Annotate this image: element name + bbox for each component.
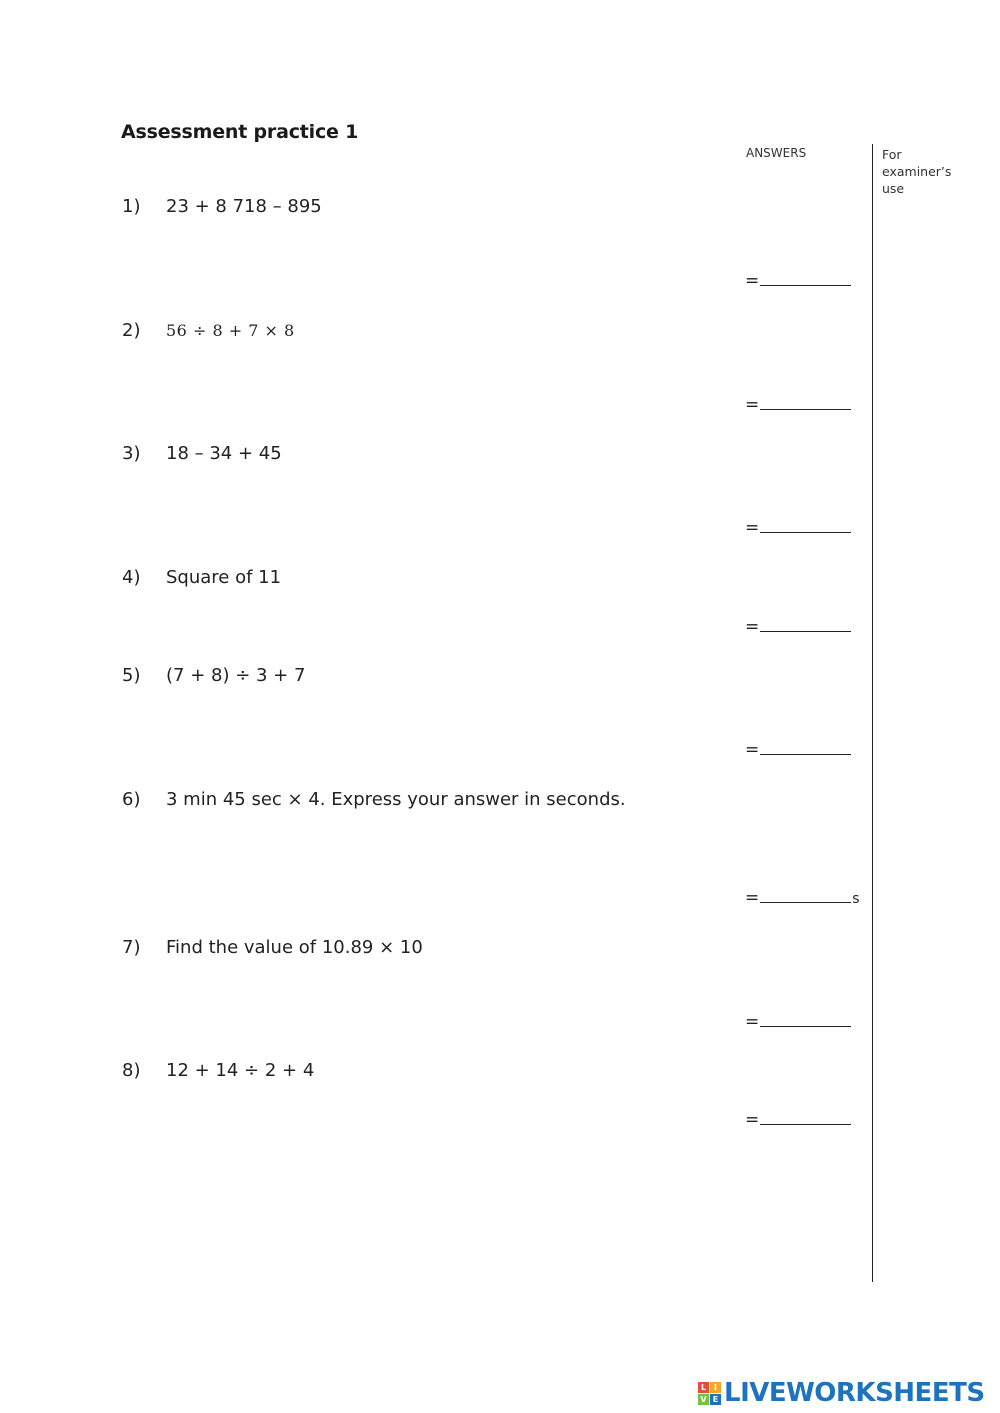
answer-6 — [745, 888, 860, 908]
worksheet-title: Assessment practice 1 — [121, 121, 359, 143]
answer-blank-1[interactable] — [760, 271, 851, 286]
equals-sign: = — [745, 1012, 760, 1032]
question-number: 3) — [122, 443, 141, 464]
answer-3 — [745, 518, 851, 538]
equals-sign: = — [745, 888, 760, 908]
question-text: 3 min 45 sec × 4. Express your answer in seconds. — [166, 789, 626, 810]
answers-column-header: ANSWERS — [746, 146, 807, 160]
question-2 — [122, 320, 295, 341]
question-number: 4) — [122, 567, 141, 588]
question-number: 1) — [122, 196, 141, 217]
question-number: 7) — [122, 937, 141, 958]
logo-text: LIVEWORKSHEETS — [724, 1378, 985, 1408]
question-number: 8) — [122, 1060, 141, 1081]
liveworksheets-logo — [698, 1378, 985, 1408]
equals-sign: = — [745, 518, 760, 538]
answer-blank-4[interactable] — [760, 617, 851, 632]
answer-blank-2[interactable] — [760, 395, 851, 410]
question-text: 12 + 14 ÷ 2 + 4 — [166, 1060, 315, 1081]
question-text: 18 – 34 + 45 — [166, 443, 282, 464]
question-8 — [122, 1060, 314, 1081]
answer-blank-3[interactable] — [760, 518, 851, 533]
question-7 — [122, 937, 423, 958]
answer-5 — [745, 740, 851, 760]
logo-badge-letter: E — [710, 1394, 721, 1405]
answer-8 — [745, 1110, 851, 1130]
question-4 — [122, 567, 281, 588]
equals-sign: = — [745, 1110, 760, 1130]
answer-blank-5[interactable] — [760, 740, 851, 755]
logo-badge-icon — [698, 1382, 721, 1405]
equals-sign: = — [745, 740, 760, 760]
question-text: Find the value of 10.89 × 10 — [166, 937, 423, 958]
question-text: Square of 11 — [166, 567, 282, 588]
logo-badge-letter: L — [698, 1382, 709, 1393]
question-5 — [122, 665, 305, 686]
answer-1 — [745, 271, 851, 291]
question-text: 23 + 8 718 – 895 — [166, 196, 322, 217]
answer-blank-6[interactable] — [760, 888, 851, 903]
answer-blank-8[interactable] — [760, 1110, 851, 1125]
examiner-column-divider — [872, 144, 873, 1282]
answer-blank-7[interactable] — [760, 1012, 851, 1027]
examiner-column-header: For examiner’s use — [882, 147, 952, 196]
logo-badge-letter: I — [710, 1382, 721, 1393]
answer-unit: s — [852, 891, 860, 907]
answer-4 — [745, 617, 851, 637]
question-text: (7 + 8) ÷ 3 + 7 — [166, 665, 306, 686]
equals-sign: = — [745, 395, 760, 415]
question-number: 5) — [122, 665, 141, 686]
question-number: 6) — [122, 789, 141, 810]
answer-7 — [745, 1012, 851, 1032]
logo-badge-letter: V — [698, 1394, 709, 1405]
question-number: 2) — [122, 320, 141, 341]
question-6 — [122, 789, 626, 810]
question-3 — [122, 443, 282, 464]
question-1 — [122, 196, 322, 217]
equals-sign: = — [745, 617, 760, 637]
answer-2 — [745, 395, 851, 415]
equals-sign: = — [745, 271, 760, 291]
question-text: 56 ÷ 8 + 7 × 8 — [166, 321, 295, 340]
